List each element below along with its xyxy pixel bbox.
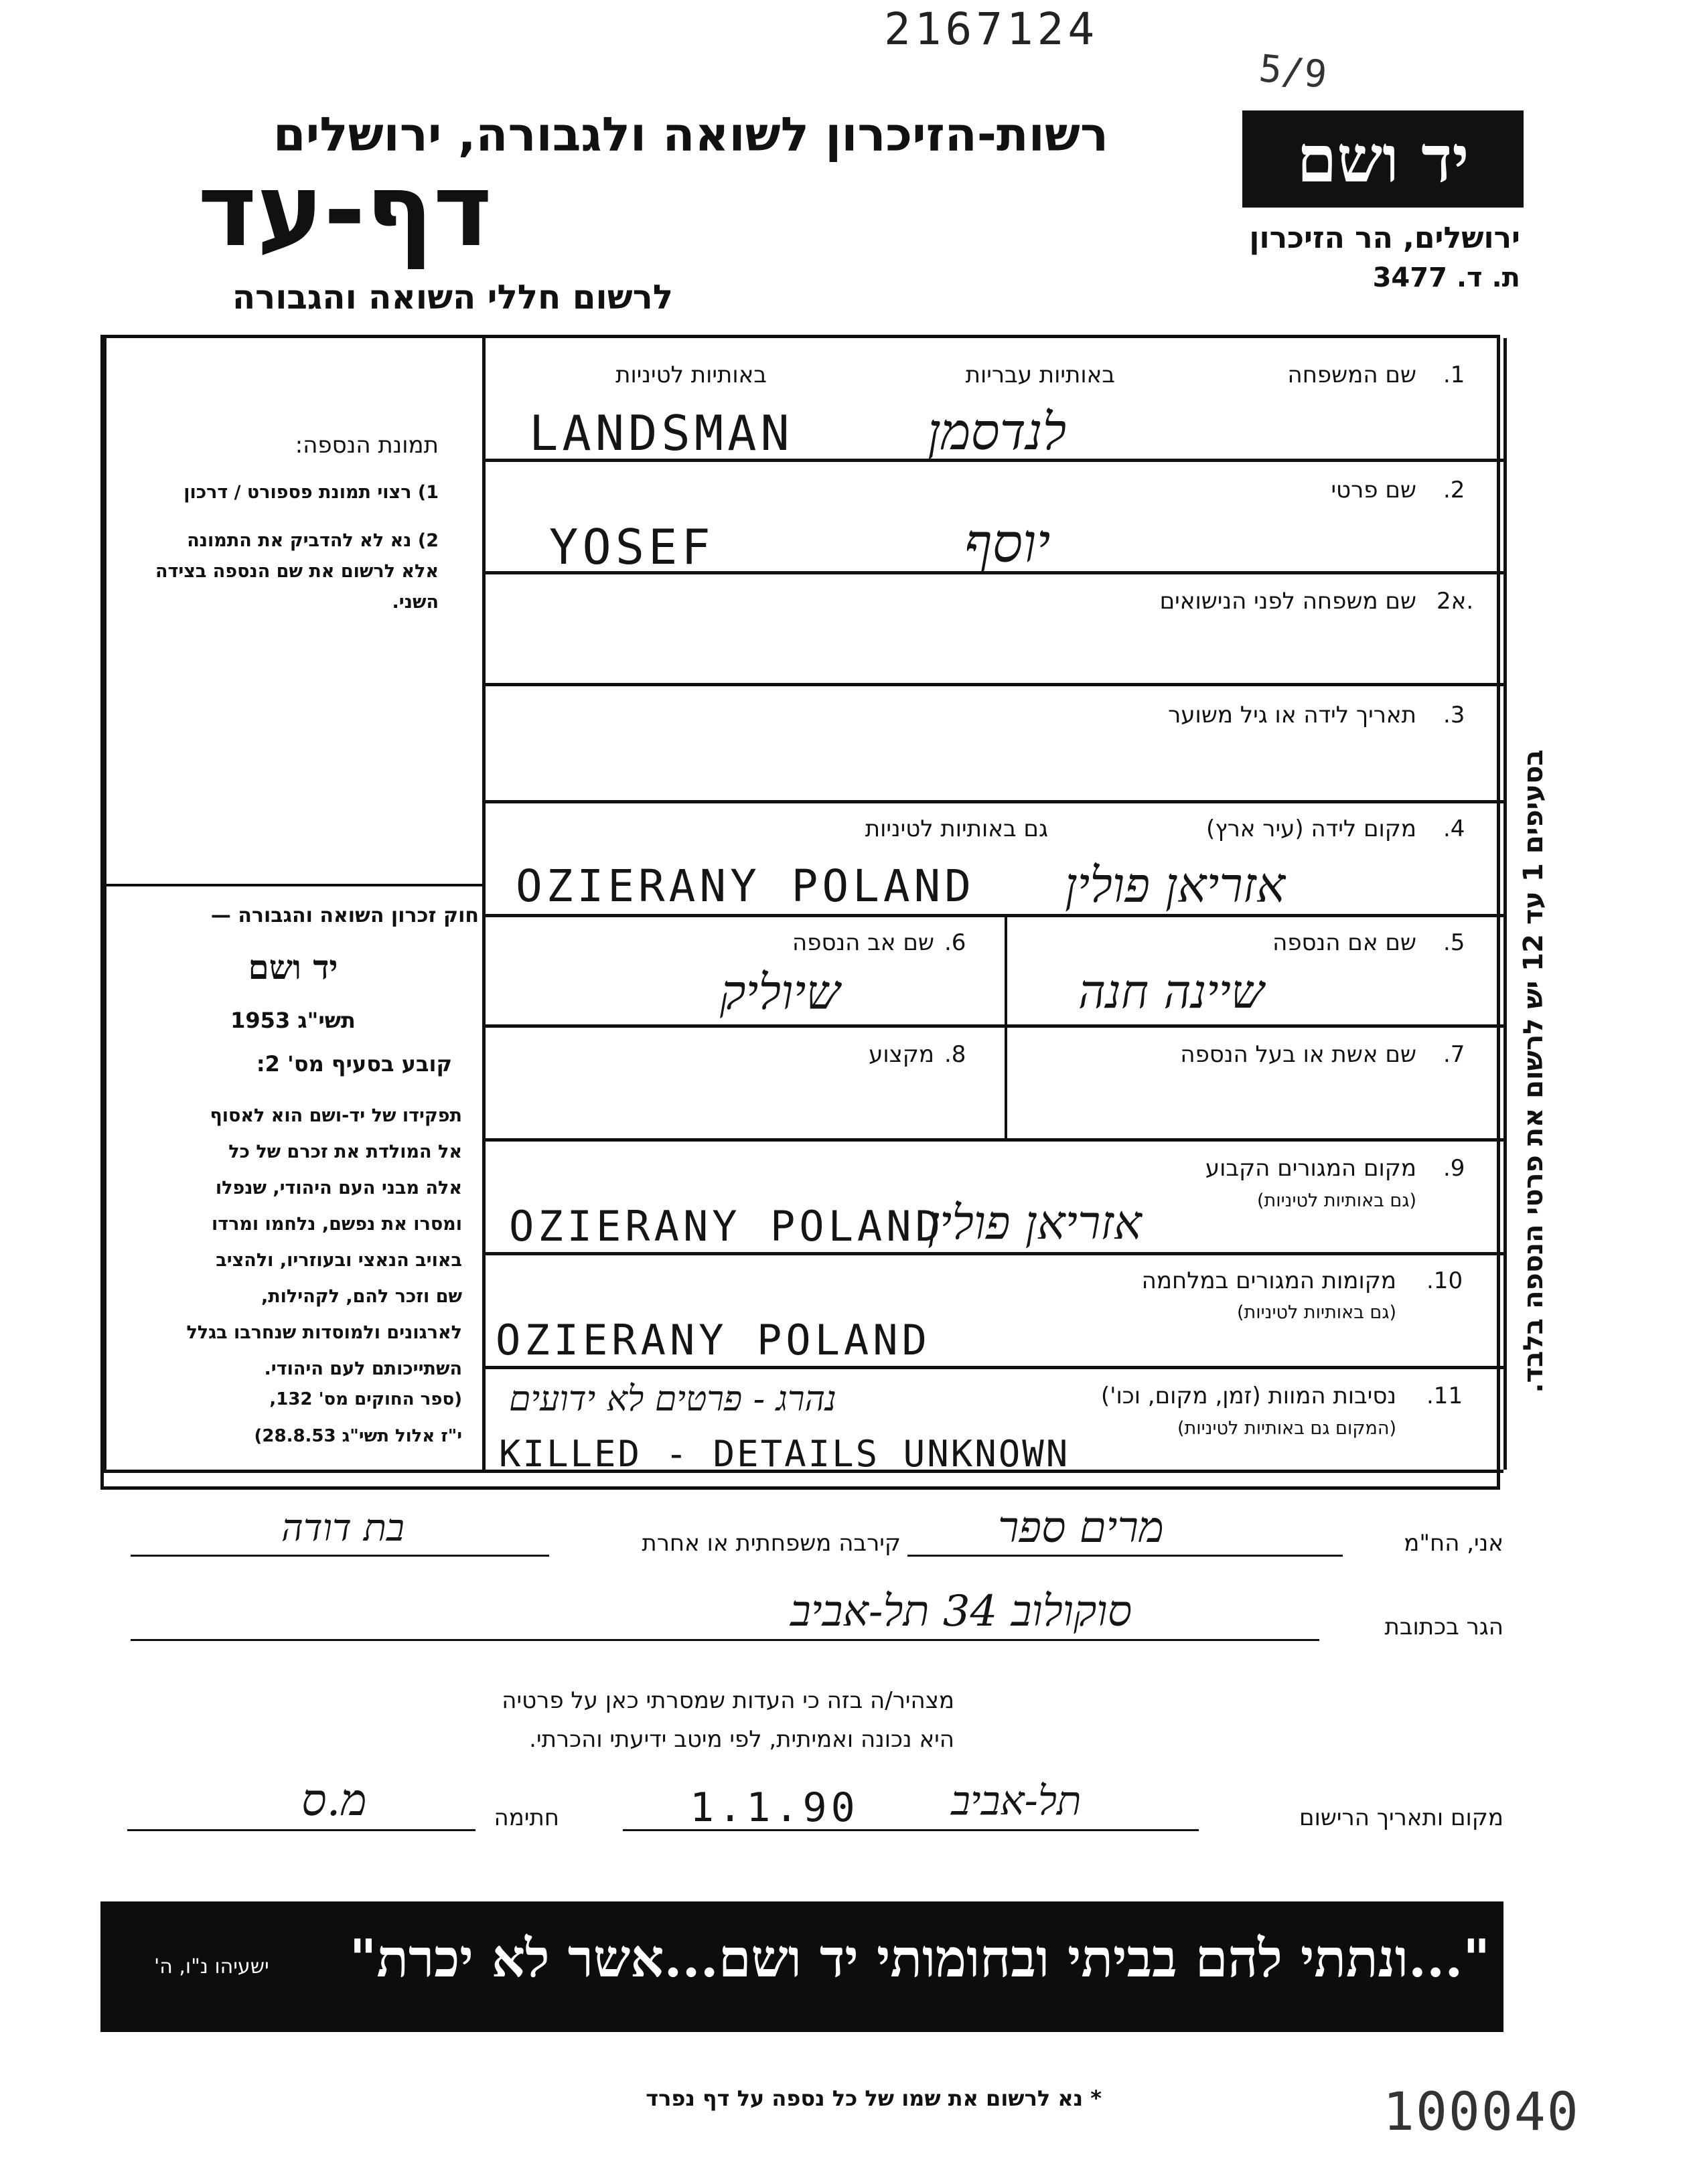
field-5-label: שם אם הנספה — [1272, 929, 1416, 956]
field-9-note: (גם באותיות לטיניות) — [1256, 1190, 1416, 1211]
address-line2: ת. ד. 3477 — [1372, 262, 1520, 293]
date-value: 1.1.90 — [690, 1784, 859, 1831]
quote-banner — [100, 1901, 1503, 2032]
declaration-i-value: מרים ספר — [998, 1503, 1164, 1553]
place-value: תל-אביב — [951, 1778, 1082, 1824]
law-name: יד ושם — [248, 947, 338, 987]
field-9-label: מקום המגורים הקבוע — [1205, 1155, 1416, 1182]
declaration-relation-value: בת דודה — [281, 1506, 405, 1550]
declaration-statement-2: היא נכונה ואמיתית, לפי מיטב ידיעתי והכרתי. — [529, 1726, 954, 1753]
field-11-label: נסיבות המוות (זמן, מקום, וכו') — [1100, 1383, 1396, 1409]
banner-quote: "...ונתתי להם בביתי ובחומותי יד ושם...אשר לא יכרת" — [349, 1928, 1490, 1989]
declaration-i-label: אני, הח"מ — [1404, 1530, 1503, 1557]
banner-source: ישעיהו נ"ו, ה' — [154, 1955, 269, 1978]
field-8-number: .8 — [944, 1041, 966, 1068]
law-body — [114, 1098, 462, 1387]
law-ref-1: (ספר החוקים מס' 132, — [269, 1389, 462, 1409]
field-11-value-hebrew: נהרג - פרטים לא ידועים — [509, 1379, 836, 1419]
footer-note: * נא לרשום את שמו של כל נספה על דף נפרד — [646, 2086, 1102, 2111]
form-title: דף-עד — [198, 153, 492, 269]
law-year: תשי"ג 1953 — [230, 1008, 356, 1033]
field-4-number: .4 — [1443, 815, 1465, 842]
logo-text: יד ושם — [1297, 121, 1469, 197]
field-4-value-latin: OZIERANY POLAND — [516, 860, 976, 912]
declaration-statement-1: מצהיר/ה בזה כי העדות שמסרתי כאן על פרטיה — [502, 1687, 954, 1714]
declaration-relation-label: קירבה משפחתית או אחרת — [642, 1530, 901, 1557]
address-line1: ירושלים, הר הזיכרון — [1249, 221, 1520, 255]
law-title: חוק זכרון השואה והגבורה — — [210, 904, 479, 927]
stamp-number: 2167124 — [884, 3, 1099, 55]
field-9-number: .9 — [1443, 1155, 1465, 1182]
law-body-line: לארגונים ולמוסדות שנחרבו בגלל — [186, 1322, 462, 1343]
field-2-number: .2 — [1443, 477, 1465, 503]
field-11-number: .11 — [1426, 1383, 1463, 1409]
field-3-label: תאריך לידה או גיל משוער — [1168, 702, 1416, 728]
field-2-value-hebrew: יוסף — [964, 512, 1051, 574]
declaration-address-label: הגר בכתובת — [1384, 1614, 1503, 1640]
field-10-value-latin: OZIERANY POLAND — [496, 1316, 931, 1364]
field-6-value: שיוליק — [720, 964, 840, 1020]
field-9-value-hebrew: אזריאן פולין — [928, 1195, 1142, 1250]
field-5-number: .5 — [1443, 929, 1465, 956]
law-body-line: אלה מבני העם היהודי, שנפלו — [215, 1178, 462, 1198]
law-clause: קובע בסעיף מס' 2: — [256, 1051, 452, 1077]
field-10-note: (גם באותיות לטיניות) — [1236, 1302, 1396, 1323]
field-10-number: .10 — [1426, 1267, 1463, 1294]
field-6-number: .6 — [944, 929, 966, 956]
field-4-value-hebrew: אזריאן פולין — [1065, 857, 1286, 913]
field-4-label: מקום לידה (עיר ארץ) — [1205, 815, 1416, 842]
field-1-value-latin: LANDSMAN — [529, 405, 794, 461]
law-body-line: באויב הנאצי ובעוזריו, ולהציב — [216, 1250, 462, 1271]
hebrew-letters-label: באותיות עבריות — [965, 362, 1115, 388]
field-11-note: (המקום גם באותיות לטיניות) — [1177, 1418, 1396, 1439]
photo-note-2a: 2) נא לא להדביק את התמונה — [187, 530, 439, 551]
field-9-value-latin: OZIERANY POLAND — [509, 1202, 944, 1251]
field-2a-label: שם משפחה לפני הנישואים — [1159, 588, 1416, 615]
photo-box-title: תמונת הנספה: — [295, 432, 439, 459]
field-2-value-latin: YOSEF — [549, 519, 715, 575]
field-6-label: שם אב הנספה — [792, 929, 934, 956]
field-2-label: שם פרטי — [1331, 477, 1416, 503]
place-date-label: מקום ותאריך הרישום — [1299, 1804, 1503, 1831]
field-5-value: שיינה חנה — [1078, 964, 1264, 1019]
field-4-latin-note: גם באותיות לטיניות — [865, 815, 1048, 842]
yad-vashem-logo — [1242, 110, 1524, 208]
signature-label: חתימה — [494, 1804, 559, 1831]
form-subtitle: לרשום חללי השואה והגבורה — [232, 278, 673, 317]
law-body-line: תפקידו של יד-ושם הוא לאסוף — [210, 1105, 462, 1126]
photo-note-2c: השני. — [392, 592, 439, 613]
law-ref-2: י"ז אלול תשי"ג 28.8.53) — [254, 1426, 462, 1446]
signature-value: מ.ס — [301, 1774, 367, 1826]
field-8-label: מקצוע — [869, 1041, 934, 1068]
law-body-line: שם וזכר להם, לקהילות, — [261, 1286, 462, 1307]
field-1-value-hebrew: לנדסמן — [928, 402, 1067, 461]
field-11-value-latin: KILLED - DETAILS UNKNOWN — [499, 1433, 1070, 1475]
field-10-label: מקומות המגורים במלחמה — [1141, 1267, 1396, 1294]
bottom-number: 100040 — [1383, 2082, 1580, 2142]
field-1-number: .1 — [1443, 362, 1465, 388]
latin-letters-label: באותיות לטיניות — [615, 362, 767, 388]
side-note: בסעיפים 1 עד 12 יש לרשום את פרטי הנספה בלבד. — [1518, 749, 1549, 1393]
field-2a-number: 2א. — [1437, 588, 1474, 615]
field-7-number: .7 — [1443, 1041, 1465, 1068]
law-body-line: אל המולדת את זכרם של כל — [228, 1142, 462, 1162]
field-7-label: שם אשת או בעל הנספה — [1180, 1041, 1416, 1068]
photo-note-2b: אלא לרשום את שם הנספה בצידה — [155, 561, 439, 582]
authority-title: רשות-הזיכרון לשואה ולגבורה, ירושלים — [273, 107, 1108, 162]
field-3-number: .3 — [1443, 702, 1465, 728]
law-body-line: השתייכותם לעם היהודי. — [264, 1358, 462, 1379]
field-1-label: שם המשפחה — [1287, 362, 1416, 388]
declaration-address-value: סוקולוב 34 תל-אביב — [790, 1587, 1132, 1636]
corner-mark: 5/9 — [1256, 46, 1329, 98]
law-body-line: ומסרו את נפשם, נלחמו ומרדו — [211, 1214, 462, 1235]
photo-note-1: 1) רצוי תמונת פספורט / דרכון — [183, 482, 439, 503]
